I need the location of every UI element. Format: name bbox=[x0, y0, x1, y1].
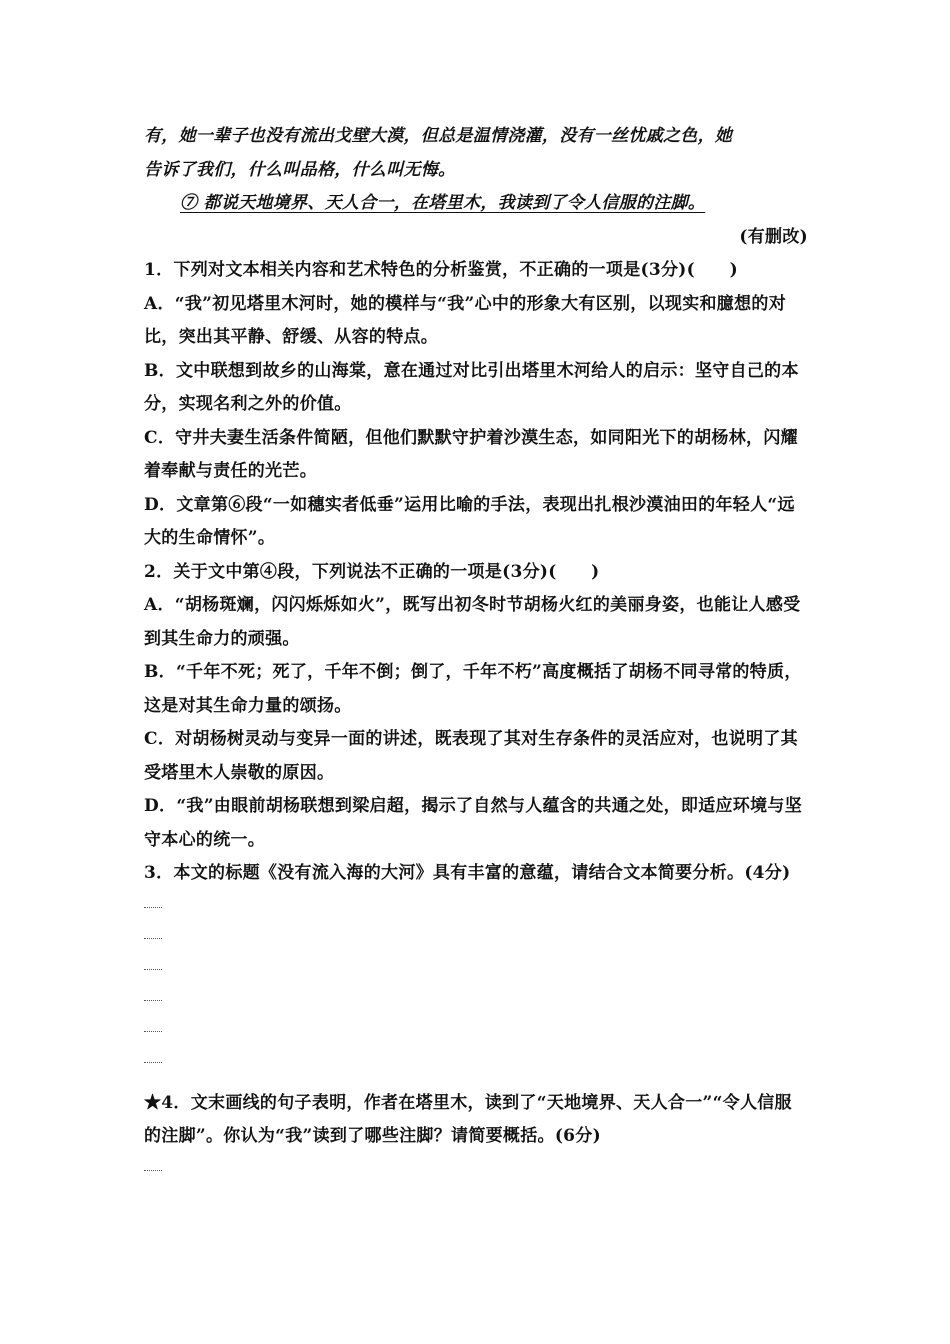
question-1-stem: 1．下列对文本相关内容和艺术特色的分析鉴赏，不正确的一项是(3分)( ) bbox=[144, 260, 738, 280]
passage-line: 有，她一辈子也没有流出戈壁大漠，但总是温情浇灌，没有一丝忧戚之色，她 bbox=[144, 126, 733, 146]
question-4-stem: ★4．文末画线的句子表明，作者在塔里木，读到了“天地境界、天人合一”“令人信服的注脚”。你认为“我”读到了哪些注脚？请简要概括。(6分) bbox=[144, 1092, 792, 1146]
question-1-option-d: D．文章第⑥段“一如穗实者低垂”运用比喻的手法，表现出扎根沙漠油田的年轻人“远大的生命情怀”。 bbox=[144, 494, 795, 548]
question-1-option-b: B．文中联想到故乡的山海棠，意在通过对比引出塔里木河给人的启示：坚守自己的本分，实现名利之外的价值。 bbox=[144, 360, 799, 414]
underlined-sentence: ⑦ 都说天地境界、天人合一，在塔里木，我读到了令人信服的注脚。 bbox=[180, 193, 706, 213]
page-content bbox=[144, 120, 808, 1185]
answer-line[interactable] bbox=[144, 984, 808, 1015]
question-2-option-b: B．“千年不死；死了，千年不倒；倒了，千年不朽”高度概括了胡杨不同寻常的特质，这是对其生命力量的颂扬。 bbox=[144, 662, 802, 716]
question-1-option-c: C．守井夫妻生活条件简陋，但他们默默守护着沙漠生态，如同阳光下的胡杨林，闪耀着奉献与责任的光芒。 bbox=[144, 427, 798, 481]
answer-line[interactable] bbox=[144, 922, 808, 953]
passage-paragraph-7 bbox=[144, 187, 808, 221]
spacer bbox=[144, 1077, 808, 1087]
answer-line[interactable] bbox=[144, 953, 808, 984]
answer-line[interactable] bbox=[144, 1154, 808, 1185]
source-note: (有删改) bbox=[739, 226, 808, 247]
answer-line[interactable] bbox=[144, 891, 808, 922]
passage-line: 告诉了我们，什么叫品格，什么叫无悔。 bbox=[144, 159, 456, 180]
question-2-option-d: D．“我”由眼前胡杨联想到梁启超，揭示了自然与人蕴含的共通之处，即适应环境与坚守本心的统一。 bbox=[144, 796, 802, 850]
question-2-option-c: C．对胡杨树灵动与变异一面的讲述，既表现了其对生存条件的灵活应对，也说明了其受塔里木人崇敬的原因。 bbox=[144, 729, 798, 783]
question-3-stem: 3．本文的标题《没有流入海的大河》具有丰富的意蕴，请结合文本简要分析。(4分) bbox=[144, 863, 791, 883]
question-1-option-a: A．“我”初见塔里木河时，她的模样与“我”心中的形象大有区别，以现实和臆想的对比，突出其平静、舒缓、从容的特点。 bbox=[144, 293, 787, 347]
question-2-stem: 2．关于文中第④段，下列说法不正确的一项是(3分)( ) bbox=[144, 561, 600, 582]
answer-line[interactable] bbox=[144, 1015, 808, 1046]
answer-line[interactable] bbox=[144, 1046, 808, 1077]
question-2-option-a: A．“胡杨斑斓，闪闪烁烁如火”，既写出初冬时节胡杨火红的美丽身姿，也能让人感受到其生命力的顽强。 bbox=[144, 595, 801, 649]
